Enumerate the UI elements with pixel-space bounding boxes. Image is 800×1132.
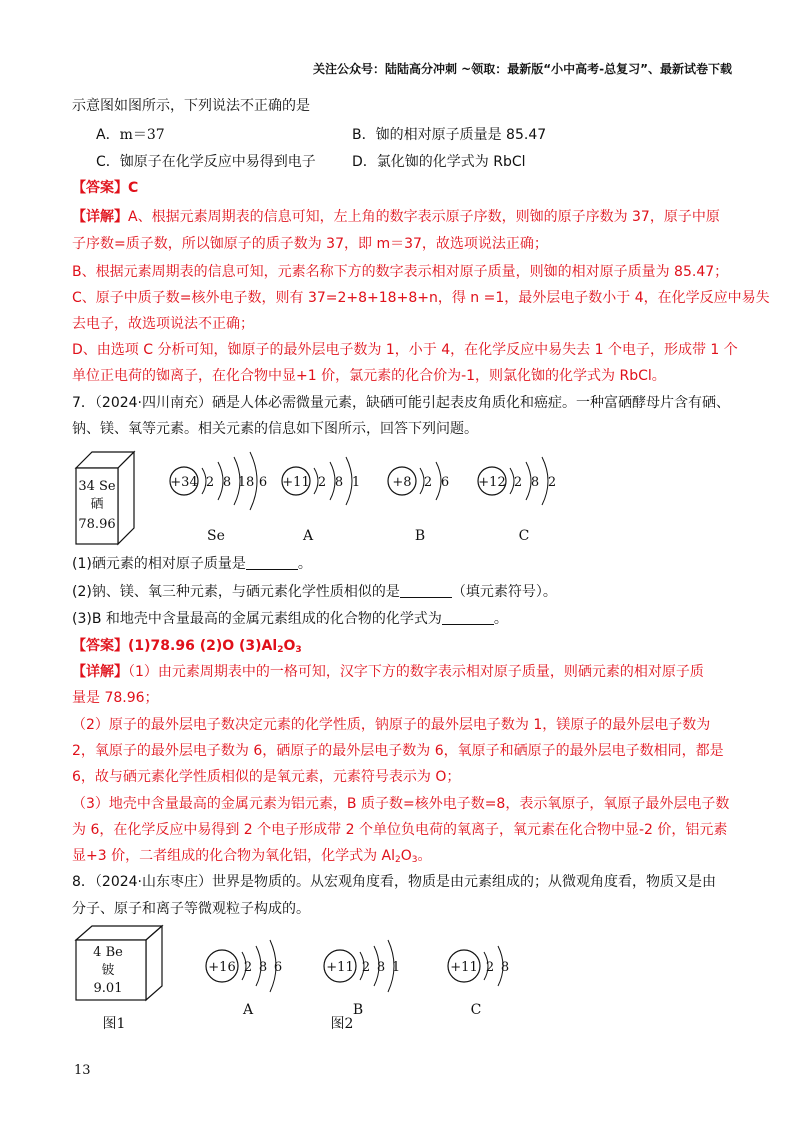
answer-value: (1)78.96 (2)O (3)Al: [128, 638, 278, 654]
atom-diagram-a: [282, 457, 360, 544]
atom-label: B: [352, 1002, 364, 1018]
shell-count: 1: [351, 475, 361, 490]
tile-number-symbol: 34 Se: [78, 479, 116, 494]
page-number: 13: [74, 1063, 91, 1078]
atom-diagram-se: [170, 452, 267, 544]
sub-question-text: (2)钠、镁、氧三种元素，与硒元素化学性质相似的是: [72, 584, 400, 600]
sub-question-end: 。: [493, 611, 508, 627]
q6-option-d: [352, 151, 526, 171]
detail-text: A、根据元素周期表的信息可知，左上角的数字表示原子序数，则铷的原子序数为 37，原子中原: [128, 209, 720, 225]
nucleus-charge: +11: [282, 475, 310, 490]
tile-mass: 78.96: [78, 517, 116, 532]
q6-answer: [72, 178, 138, 198]
sub-question-end: 。: [297, 556, 312, 572]
atom-diagram-b: [324, 940, 400, 1032]
q8-intro-line: 分子、原子和离子等微观粒子构成的。: [72, 901, 310, 917]
subscript: 3: [295, 645, 302, 655]
atom-label: A: [302, 528, 314, 544]
detail-text: 。: [417, 848, 432, 864]
sub-question-end: （填元素符号）。: [451, 584, 557, 600]
shell-count: 2: [243, 960, 253, 975]
nucleus-charge: +34: [170, 475, 198, 490]
shell-count: 8: [258, 960, 268, 975]
q8-figure: [72, 922, 572, 1042]
q7-detail-line: 量是 78.96；: [72, 690, 159, 706]
q6-detail-line: 子序数=质子数，所以铷原子的质子数为 37，即 m＝37，故选项说法正确；: [72, 236, 548, 252]
sub-question-text: (1)硒元素的相对原子质量是: [72, 556, 246, 572]
q7-intro-line: 7．（2024·四川南充）硒是人体必需微量元素，缺硒可能引起表皮角质化和癌症。一种富硒酵母片含有硒、: [72, 395, 730, 411]
shell-count: 8: [376, 960, 386, 975]
detail-label: 【详解】: [72, 209, 128, 225]
detail-text: 显+3 价，二者组成的化合物为氧化铝，化学式为 Al: [72, 848, 396, 864]
answer-label: 【答案】: [72, 180, 128, 196]
q6-option-a: [96, 124, 165, 144]
q7-detail-line: 6，故与硒元素化学性质相似的是氧元素，元素符号表示为 O；: [72, 769, 461, 785]
shell-count: 2: [423, 475, 433, 490]
tile-name: 硒: [90, 497, 104, 512]
shell-count: 8: [222, 475, 232, 490]
answer-value: C: [128, 180, 139, 196]
detail-text: （1）由元素周期表中的一格可知，汉字下方的数字表示相对原子质量，则硒元素的相对原子质: [128, 664, 704, 680]
q7-sub3: [72, 609, 508, 629]
shell-count: 8: [530, 475, 540, 490]
detail-text: O: [400, 848, 412, 864]
figure-caption: 图2: [330, 1016, 354, 1032]
nucleus-charge: +8: [392, 475, 412, 490]
answer-value: O: [283, 638, 296, 654]
answer-label: 【答案】: [72, 638, 128, 654]
q6-detail-line: 单位正电荷的铷离子，在化合物中显+1 价，氯元素的化合价为-1，则氯化铷的化学式为 RbCl。: [72, 368, 666, 384]
subscript: 2: [277, 645, 284, 655]
shell-count: 6: [258, 475, 268, 490]
answer-blank: [246, 555, 298, 570]
option-letter: C．: [96, 154, 120, 170]
periodic-tile-se: [76, 452, 134, 544]
nucleus-charge: +16: [208, 960, 236, 975]
nucleus-charge: +11: [326, 960, 354, 975]
shell-count: 1: [391, 960, 401, 975]
q7-detail-line: [72, 846, 432, 870]
subscript: 3: [411, 855, 418, 865]
q7-sub1: [72, 554, 312, 574]
shell-count: 2: [205, 475, 215, 490]
option-letter: A．: [96, 127, 120, 143]
q7-answer: [72, 636, 302, 660]
figure-caption: 图1: [102, 1016, 126, 1032]
q7-intro-line: 钠、镁、氧等元素。相关元素的信息如下图所示，回答下列问题。: [72, 421, 478, 437]
option-letter: B．: [352, 127, 376, 143]
periodic-tile-be: [76, 926, 162, 1032]
shell-count: 8: [500, 960, 510, 975]
shell-count: 8: [334, 475, 344, 490]
tile-number-symbol: 4 Be: [93, 945, 123, 960]
q6-option-b: [352, 124, 546, 144]
shell-count: 6: [273, 960, 283, 975]
shell-count: 2: [513, 475, 523, 490]
option-text: 铷的相对原子质量是 85.47: [375, 127, 547, 143]
shell-count: 6: [440, 475, 450, 490]
option-letter: D．: [352, 154, 377, 170]
page-header: 关注公众号：陆陆高分冲刺 ~领取：最新版“小中高考-总复习”、最新试卷下载: [313, 62, 732, 76]
nucleus-charge: +12: [478, 475, 506, 490]
q6-detail-line: [72, 207, 720, 227]
nucleus-charge: +11: [450, 960, 478, 975]
shell-count: 18: [237, 475, 255, 490]
atom-label: A: [242, 1002, 254, 1018]
atom-diagram-b: [388, 462, 449, 544]
atom-diagram-c: [448, 946, 509, 1018]
q6-detail-line: B、根据元素周期表的信息可知，元素名称下方的数字表示相对原子质量，则铷的相对原子质量为 85.47；: [72, 264, 729, 280]
q6-detail-line: D、由选项 C 分析可知，铷原子的最外层电子数为 1，小于 4，在化学反应中易失去 1 个电子，形成带 1 个: [72, 342, 738, 358]
atom-label: C: [470, 1002, 482, 1018]
answer-blank: [442, 610, 494, 625]
sub-question-text: (3)B 和地壳中含量最高的金属元素组成的化合物的化学式为: [72, 611, 442, 627]
q7-detail-line: （2）原子的最外层电子数决定元素的化学性质，钠原子的最外层电子数为 1，镁原子的最外层电子数为: [72, 717, 711, 733]
q6-stem-tail: 示意图如图所示，下列说法不正确的是: [72, 98, 310, 114]
atom-label: B: [414, 528, 426, 544]
option-text: 氯化铷的化学式为 RbCl: [376, 154, 526, 170]
atom-diagram-a: [206, 940, 282, 1018]
atom-label: Se: [207, 528, 225, 544]
q7-detail-line: 为 6，在化学反应中易得到 2 个电子形成带 2 个单位负电荷的氧离子，氧元素在化合物中显-2 价，铝元素: [72, 822, 728, 838]
q7-detail-line: （3）地壳中含量最高的金属元素为铝元素，B 质子数=核外电子数=8，表示氧原子，氧原子最外层电子数: [72, 796, 730, 812]
option-text: 铷原子在化学反应中易得到电子: [119, 154, 316, 170]
q6-option-c: [96, 151, 316, 171]
option-text: m＝37: [119, 127, 165, 143]
q7-detail-line: [72, 662, 704, 682]
shell-count: 2: [317, 475, 327, 490]
subscript: 2: [395, 855, 401, 865]
q7-figure: [72, 448, 632, 548]
shell-count: 2: [361, 960, 371, 975]
q6-detail-line: C、原子中质子数=核外电子数，则有 37=2+8+18+8+n，得 n =1，最外层电子数小于 4，在化学反应中易失: [72, 290, 770, 306]
atom-label: C: [518, 528, 530, 544]
shell-count: 2: [485, 960, 495, 975]
tile-name: 铍: [101, 963, 115, 978]
q7-detail-line: 2，氧原子的最外层电子数为 6，硒原子的最外层电子数为 6，氧原子和硒原子的最外层电子数相同，都是: [72, 743, 724, 759]
q8-intro-line: 8．（2024·山东枣庄）世界是物质的。从宏观角度看，物质是由元素组成的；从微观角度看，物质又是由: [72, 874, 716, 890]
atom-diagram-c: [478, 457, 556, 544]
detail-label: 【详解】: [72, 664, 128, 680]
shell-count: 2: [547, 475, 557, 490]
q6-detail-line: 去电子，故选项说法不正确；: [72, 316, 254, 332]
tile-mass: 9.01: [93, 981, 123, 996]
q7-sub2: [72, 582, 557, 602]
answer-blank: [400, 583, 452, 598]
